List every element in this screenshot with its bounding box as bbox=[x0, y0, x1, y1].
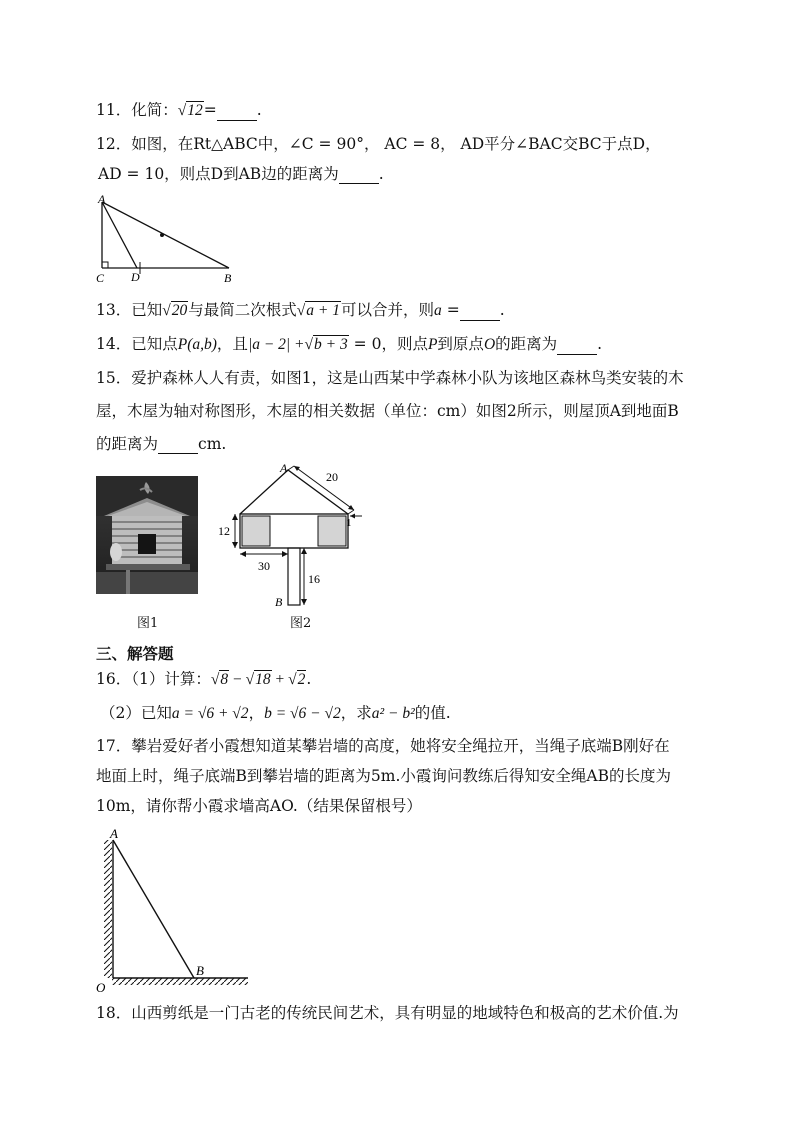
label-D: D bbox=[131, 270, 140, 284]
label-C: C bbox=[96, 271, 105, 284]
answer-blank[interactable] bbox=[460, 300, 500, 321]
label-B: B bbox=[275, 595, 283, 609]
question-18-line1: 18．山西剪纸是一门古老的传统民间艺术，具有明显的地域特色和极高的艺术价值.为 bbox=[96, 1004, 679, 1022]
dim-12: 12 bbox=[218, 524, 230, 538]
figure-1-caption: 图1 bbox=[137, 616, 159, 631]
answer-blank[interactable] bbox=[158, 433, 198, 454]
dim-1: 1 bbox=[346, 517, 352, 529]
question-12-line2: AD = 10，则点D到AB边的距离为 . bbox=[98, 165, 384, 183]
label-A: A bbox=[280, 461, 288, 475]
question-14: 14．已知点P(a,b)，且|a − 2| +√b + 3 = 0，则点P到原点O的距离为 . bbox=[96, 335, 603, 353]
triangle-figure-12 bbox=[92, 192, 242, 284]
answer-blank[interactable] bbox=[339, 163, 379, 184]
dim-20: 20 bbox=[326, 470, 338, 484]
dim-16: 16 bbox=[308, 572, 320, 586]
question-16-part2: （2）已知a = √6 + √2，b = √6 − √2，求a² − b²的值. bbox=[100, 704, 451, 722]
label-A: A bbox=[98, 192, 106, 206]
question-15-line3: 的距离为 cm. bbox=[96, 435, 227, 453]
question-17-line3: 10m，请你帮小霞求墙高AO.（结果保留根号） bbox=[96, 797, 422, 815]
section-heading: 三、解答题 bbox=[96, 644, 174, 663]
label-A: A bbox=[110, 826, 118, 841]
question-12-line1: 12．如图，在Rt△ABC中，∠C = 90°， AC = 8， AD平分∠BAC交BC于点D， bbox=[96, 135, 661, 153]
answer-blank[interactable] bbox=[557, 334, 597, 355]
figure-2-caption: 图2 bbox=[290, 616, 312, 631]
question-13: 13．已知√20与最简二次根式√a + 1可以合并，则a = . bbox=[96, 301, 505, 319]
label-B: B bbox=[224, 271, 232, 284]
question-17-line2: 地面上时，绳子底端B到攀岩墙的距离为5m.小霞询问教练后得知安全绳AB的长度为 bbox=[96, 767, 671, 785]
label-B: B bbox=[196, 963, 204, 978]
birdhouse-photo bbox=[96, 476, 198, 594]
answer-blank[interactable] bbox=[217, 100, 257, 121]
question-17-line1: 17．攀岩爱好者小霞想知道某攀岩墙的高度，她将安全绳拉开，当绳子底端B刚好在 bbox=[96, 737, 670, 755]
dim-30: 30 bbox=[258, 559, 270, 573]
birdhouse-diagram bbox=[214, 458, 384, 614]
question-15-line2: 屋，木屋为轴对称图形，木屋的相关数据（单位：cm）如图2所示，则屋顶A到地面B bbox=[96, 402, 679, 420]
question-16-part1: 16．（1）计算：√8 − √18 + √2. bbox=[96, 670, 312, 688]
climbing-wall-figure bbox=[92, 826, 254, 994]
question-15-line1: 15．爱护森林人人有责，如图1，这是山西某中学森林小队为该地区森林鸟类安装的木 bbox=[96, 369, 684, 387]
label-O: O bbox=[96, 980, 106, 994]
question-11: 11．化简：√12= . bbox=[96, 101, 262, 119]
